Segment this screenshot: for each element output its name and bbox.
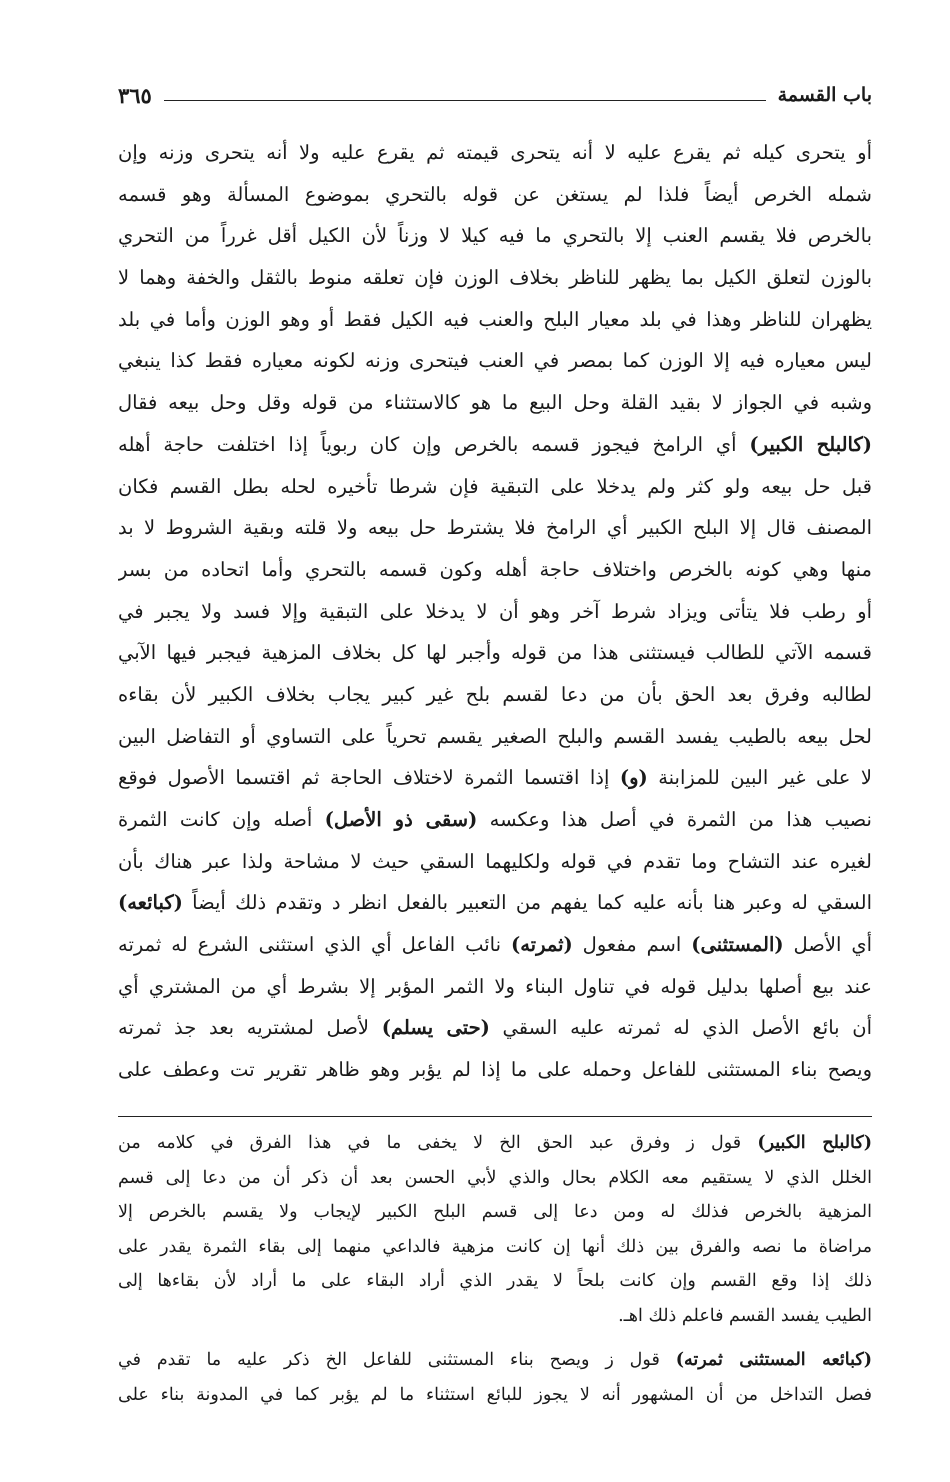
text-segment: أي الرامخ فيجوز قسمه بالخرص وإن كان ربوياً إذا اختلفت حاجة أهله <box>118 432 750 456</box>
text-segment: عند بيع أصلها بدليل قوله في تناول البناء ولا الثمر المؤبر إلا بشرط أي من المشتري أي <box>118 974 872 998</box>
footnotes <box>118 1126 872 1422</box>
footnote-separator <box>118 1116 872 1117</box>
bold-quoted-term: (كبائعه المستثنى ثمرته) <box>675 1350 872 1370</box>
text-segment: بالوزن لتعلق الكيل بما يظهر للناظر بخلاف الوزن فإن تعلقه منوط بالثقل والخفة وهما لا <box>118 266 872 290</box>
text-line <box>118 1007 872 1049</box>
text-segment: أو رطب فلا يتأتى ويزاد شرط آخر وهو أن لا يدخلا على التبقية وإلا فسد ولا يجبر في <box>118 599 872 623</box>
text-segment: المصنف قال إلا البلح الكبير أي الرامخ فلا يشترط حل بيعه ولا قلته وبقية الشروط لا بد <box>118 516 872 540</box>
bold-quoted-term: (كالبلح الكبير) <box>749 432 872 456</box>
text-segment: فصل التداخل من أن المشهور أنه لا يجوز للبائع استثناء ما لم يؤبر كما في المدونة بناء على <box>118 1384 872 1405</box>
text-line <box>118 1049 872 1091</box>
text-line <box>118 632 872 674</box>
text-line <box>118 215 872 257</box>
text-segment: أي الأصل <box>783 933 872 957</box>
chapter-title: باب القسمة <box>777 84 872 106</box>
text-line <box>118 757 872 799</box>
text-segment: لأصل لمشتريه بعد جذ ثمرته <box>118 1016 382 1040</box>
bold-quoted-term: (المستثنى) <box>691 933 784 957</box>
text-line <box>118 299 872 341</box>
text-segment: لحل بيعه بالطيب يفسد القسم والبلح الصغير يقسم تحرياً على التساوي أو التفاضل البين <box>118 724 872 748</box>
text-line <box>118 1378 872 1413</box>
text-line <box>118 340 872 382</box>
text-line <box>118 1299 872 1334</box>
text-line <box>118 424 872 466</box>
text-segment: نائب الفاعل أي الذي استثنى الشرع له ثمرته <box>118 933 511 957</box>
text-segment: السقي له وعبر هنا بأنه عليه كما يفهم من التعبير بالفعل انظر د وتقدم ذلك أيضاً <box>182 891 872 915</box>
text-line <box>118 382 872 424</box>
text-segment: قول ز وفرق عبد الحق الخ لا يخفى ما في هذا الفرق في كلامه من <box>118 1133 758 1153</box>
text-segment: لا على غير البين للمزابنة <box>647 766 872 790</box>
text-line <box>118 1161 872 1196</box>
text-segment: بالخرص فلا يقسم العنب إلا بالتحري ما فيه كيلا لا وزناً لأن الكيل أقل غرراً من التحري <box>118 224 872 248</box>
text-segment: الخلل الذي لا يستقيم معه الكلام بحال والذي لأبي الحسن بعد أن ذكر أن من دعا إلى قسم <box>118 1167 872 1188</box>
text-line <box>118 466 872 508</box>
page-header <box>118 80 872 110</box>
text-line <box>118 799 872 841</box>
text-segment: أصله وإن كانت الثمرة <box>118 808 325 831</box>
text-segment: ليس معياره فيه إلا الوزن كما بمصر في العنب فيتحرى وزنه لكونه معياره فقط كذا ينبغي <box>118 349 872 373</box>
text-segment: لطالبه وفرق بعد الحق بأن من دعا لقسم بلح غير كبير يجاب بخلاف الكبير لأن بقاءه <box>118 682 872 706</box>
bold-quoted-term: (كالبلح الكبير) <box>757 1133 872 1153</box>
footnote-paragraph <box>118 1343 872 1412</box>
header-rule <box>164 100 766 101</box>
text-line <box>118 1230 872 1265</box>
text-segment: إذا اقتسما الثمرة لاختلاف الحاجة ثم اقتسما الأصول فوقع <box>118 766 620 790</box>
text-segment: وشبه في الجواز لا بقيد القلة وحل البيع ما هو كالاستثناء من قوله وقل وحل بيعه فقال <box>118 391 872 415</box>
text-segment: ويصح بناء المستثنى للفاعل وحمله على ما إذا لم يؤبر وهو ظاهر تقرير تت وعطف على <box>118 1058 872 1082</box>
text-segment: مراضاة ما نصه والفرق بين ذلك أنها إن كانت مزهية فالداعي منهما إلى بقاء الثمرة يقدر على <box>118 1236 872 1257</box>
text-line <box>118 507 872 549</box>
text-line <box>118 882 872 924</box>
text-line <box>118 1343 872 1378</box>
footnote-paragraph <box>118 1126 872 1333</box>
bold-quoted-term: (و) <box>619 766 648 790</box>
text-line <box>118 591 872 633</box>
text-line <box>118 257 872 299</box>
text-segment: قول ز ويصح بناء المستثنى للفاعل الخ ذكر عليه ما تقدم في <box>118 1350 676 1370</box>
text-segment: لغيره عند التشاح وما تقدم في قوله ولكليهما السقي حيث لا مشاحة ولذا عبر هناك بأن <box>118 849 872 873</box>
text-segment: شمله الخرص أيضاً فلذا لم يستغن عن قوله بالتحري بموضوع المسألة وهو قسمه <box>118 182 872 206</box>
text-line <box>118 924 872 966</box>
text-segment: أو يتحرى كيله ثم يقرع عليه لا أنه يتحرى قيمته ثم يقرع عليه ولا أنه يتحرى وزنه وإن <box>118 141 872 164</box>
text-segment: قسمه الآتي للطالب فيستثنى هذا من قوله وأجبر لها كل بخلاف المزهية فيجبر فيها الآبي <box>118 641 872 665</box>
text-line <box>118 966 872 1008</box>
main-text <box>118 132 872 1091</box>
text-line <box>118 1126 872 1161</box>
bold-quoted-term: (حتى يسلم) <box>381 1016 490 1040</box>
text-segment: المزهية بالخرص فذلك له ومن دعا إلى قسم البلح الكبير لإيجاب ولا يقسم بالخرص إلا <box>118 1202 872 1222</box>
text-segment: يظهران للناظر وهذا في بلد معيار البلح والعنب فيه الكيل فقط أو وهو الوزن وأما في بلد <box>118 307 872 331</box>
text-segment: نصيب هذا من الثمرة في أصل هذا وعكسه <box>477 808 872 831</box>
text-line <box>118 716 872 758</box>
text-line <box>118 841 872 883</box>
text-line <box>118 549 872 591</box>
bold-quoted-term: (ثمرته) <box>510 933 573 957</box>
bold-quoted-term: (سقى ذو الأصل) <box>324 808 478 831</box>
page-number: ٣٦٥ <box>118 82 152 108</box>
text-line <box>118 1264 872 1299</box>
bold-quoted-term: (كبائعه) <box>118 891 183 915</box>
text-segment: قبل حل بيعه ولو كثر ولم يدخلا على التبقية فإن شرطا تأخيره لحله بطل القسم فكان <box>118 474 872 498</box>
text-segment: منها وهي كونه بالخرص واختلاف حاجة أهله وكون قسمه بالتحري وأما اتحاده من بسر <box>118 557 872 581</box>
text-line <box>118 174 872 216</box>
text-line <box>118 132 872 174</box>
text-segment: الطيب يفسد القسم فاعلم ذلك اهـ. <box>618 1305 872 1326</box>
text-segment: اسم مفعول <box>572 933 692 957</box>
text-segment: ذلك إذا وقع القسم وإن كانت بلحاً لا يقدر الذي أراد البقاء على ما أراد لأن بقاءها إلى <box>118 1271 872 1291</box>
text-segment: أن بائع الأصل الذي له ثمرته عليه السقي <box>489 1016 872 1040</box>
text-line <box>118 1195 872 1230</box>
text-line <box>118 674 872 716</box>
